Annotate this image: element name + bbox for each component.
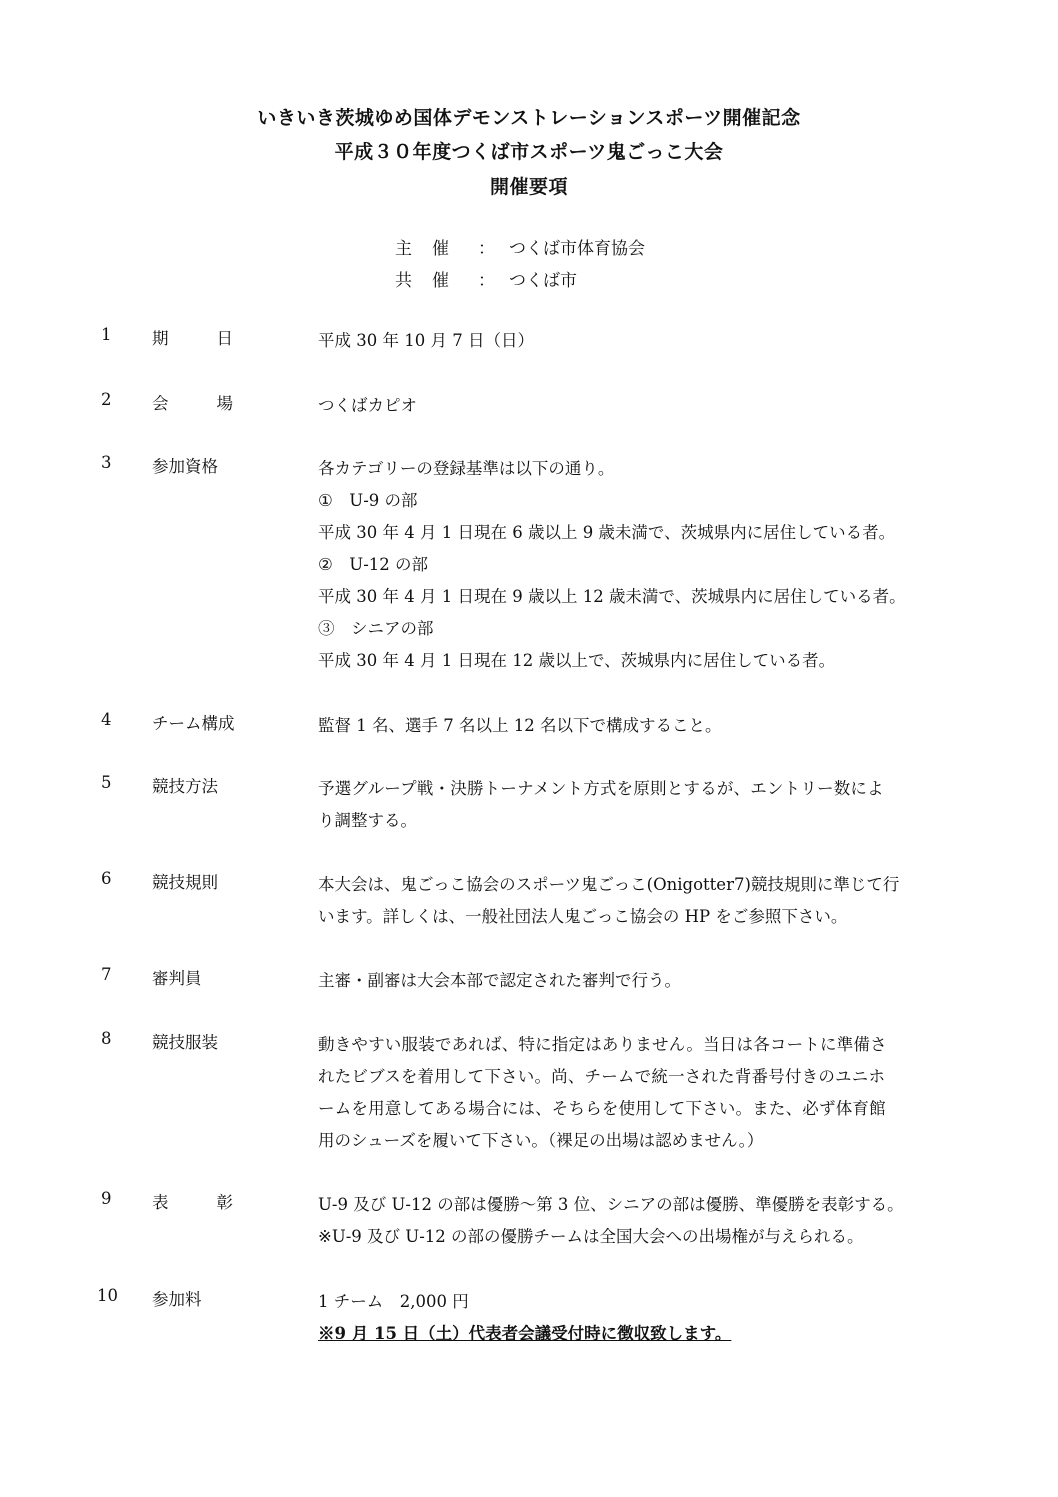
content-line: ※U‑9 及び U‑12 の部の優勝チームは全国大会への出場権が与えられる。	[318, 1227, 864, 1246]
item-number: 5	[101, 773, 112, 792]
content-line: 主審・副審は大会本部で認定された審判で行う。	[318, 971, 681, 990]
item-content	[318, 453, 978, 677]
content-line: 平成 30 年 4 月 1 日現在 9 歳以上 12 歳未満で、茨城県内に居住している者。	[318, 587, 906, 606]
item-content	[318, 325, 978, 357]
organizer-name: つくば市体育協会	[509, 239, 645, 259]
content-line: り調整する。	[318, 811, 417, 830]
item-number: 6	[101, 869, 112, 888]
item-label: 競技服装	[152, 1033, 218, 1052]
content-line: 動きやすい服装であれば、特に指定はありません。当日は各コートに準備さ	[318, 1035, 887, 1054]
item-label: 参加資格	[152, 457, 218, 476]
content-line: れたビブスを着用して下さい。尚、チームで統一された背番号付きのユニホ	[318, 1067, 886, 1086]
item-number: 7	[101, 965, 112, 984]
item-label: 期日	[152, 329, 281, 348]
item-content	[318, 390, 978, 422]
item-number: 10	[97, 1286, 118, 1305]
item-number: 9	[101, 1189, 112, 1208]
document-title-line2: 平成３０年度つくば市スポーツ鬼ごっこ大会	[334, 141, 724, 163]
content-line: 監督 1 名、選手 7 名以上 12 名以下で構成すること。	[318, 716, 722, 735]
content-line: U‑9 及び U‑12 の部は優勝～第 3 位、シニアの部は優勝、準優勝を表彰する。	[318, 1195, 904, 1214]
item-number: 4	[101, 710, 112, 729]
item-content	[318, 710, 978, 742]
content-line: 各カテゴリーの登録基準は以下の通り。	[318, 459, 615, 478]
item-content	[318, 773, 978, 837]
item-number: 3	[101, 453, 112, 472]
item-label: 審判員	[152, 969, 202, 988]
organizer-name: つくば市	[509, 271, 577, 291]
content-line: 平成 30 年 4 月 1 日現在 12 歳以上で、茨城県内に居住している者。	[318, 651, 836, 670]
content-line: ① U‑9 の部	[318, 491, 418, 510]
content-line: 1 チーム 2,000 円	[318, 1292, 469, 1311]
document-title-line3: 開催要項	[489, 176, 568, 198]
content-line: ② U‑12 の部	[318, 555, 429, 574]
organizer-role: 主催	[395, 239, 469, 259]
organizer-colon: ：	[478, 271, 495, 291]
content-line: ームを用意してある場合には、そちらを使用して下さい。また、必ず体育館	[318, 1099, 886, 1118]
content-line: 平成 30 年 10 月 7 日（日）	[318, 331, 534, 350]
item-label: 参加料	[152, 1290, 202, 1309]
content-line: 予選グループ戦・決勝トーナメント方式を原則とするが、エントリー数によ	[318, 779, 884, 798]
item-content	[318, 1029, 978, 1157]
item-label: 表彰	[152, 1193, 281, 1212]
item-label: 競技方法	[152, 777, 218, 796]
content-line: 平成 30 年 4 月 1 日現在 6 歳以上 9 歳未満で、茨城県内に居住している者。	[318, 523, 896, 542]
content-line: います。詳しくは、一般社団法人鬼ごっこ協会の HP をご参照下さい。	[318, 907, 848, 926]
item-content	[318, 869, 978, 933]
item-content	[318, 965, 978, 997]
content-line: 用のシューズを履いて下さい。（裸足の出場は認めません。）	[318, 1131, 764, 1150]
document-title-line1: いきいき茨城ゆめ国体デモンストレーションスポーツ開催記念	[257, 107, 801, 129]
organizer-colon: ：	[478, 239, 495, 259]
content-line: ③ シニアの部	[318, 619, 434, 638]
item-label: 会場	[152, 394, 281, 413]
fee-collection-note: ※9 月 15 日（土）代表者会議受付時に徴収致します。	[318, 1324, 732, 1343]
organizer-role: 共催	[395, 271, 469, 291]
item-number: 2	[101, 390, 112, 409]
item-label: チーム構成	[152, 714, 235, 733]
item-number: 8	[101, 1029, 112, 1048]
item-number: 1	[101, 325, 112, 344]
content-line: 本大会は、鬼ごっこ協会のスポーツ鬼ごっこ(Onigotter7)競技規則に準じて行	[318, 875, 900, 894]
content-line: つくばカピオ	[318, 396, 417, 415]
item-content	[318, 1189, 978, 1253]
item-label: 競技規則	[152, 873, 218, 892]
item-content	[318, 1286, 978, 1350]
